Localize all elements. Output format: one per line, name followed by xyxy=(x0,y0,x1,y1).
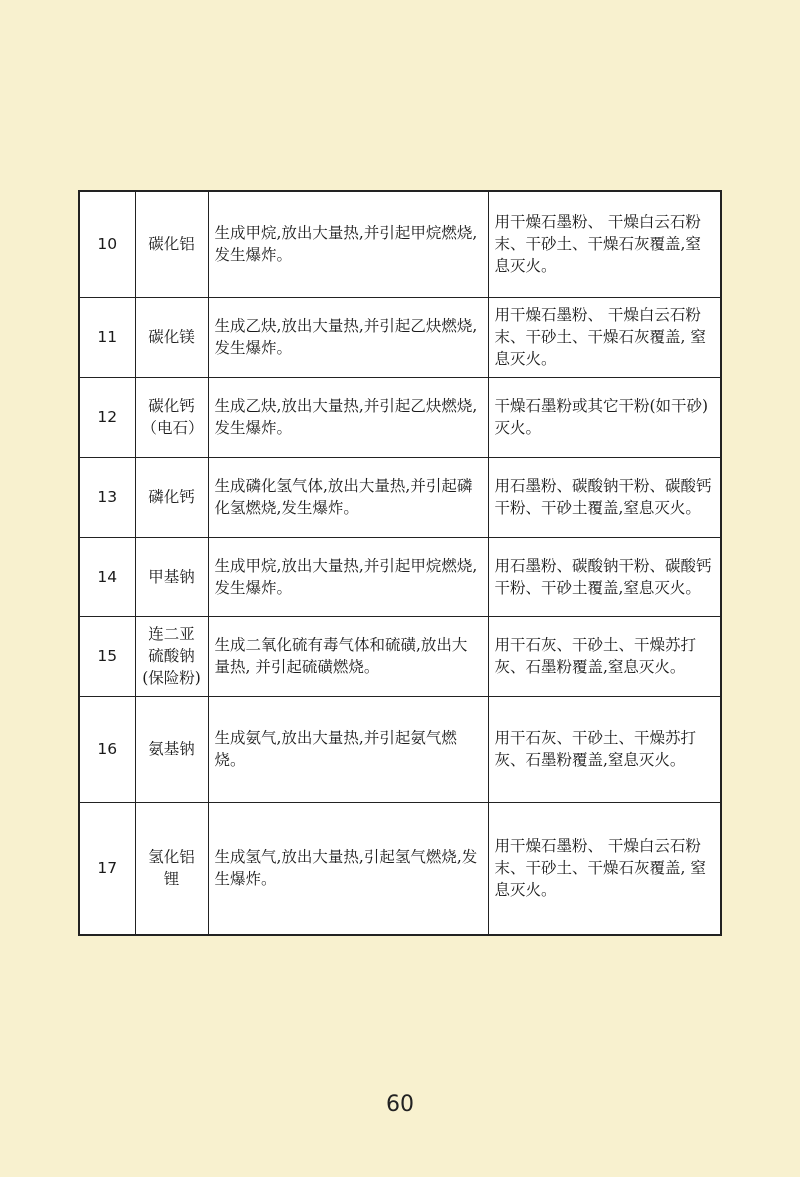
hazard-table xyxy=(78,190,722,936)
extinguishing-method: 用干燥石墨粉、 干燥白云石粉末、干砂土、干燥石灰覆盖,窒息灭火。 xyxy=(488,191,721,297)
extinguishing-method: 用干石灰、干砂土、干燥苏打灰、石墨粉覆盖,窒息灭火。 xyxy=(488,616,721,696)
row-number: 15 xyxy=(79,616,135,696)
row-number: 13 xyxy=(79,457,135,537)
row-number: 14 xyxy=(79,537,135,616)
row-number: 11 xyxy=(79,297,135,377)
row-number: 10 xyxy=(79,191,135,297)
hazard-description: 生成二氧化硫有毒气体和硫磺,放出大量热, 并引起硫磺燃烧。 xyxy=(208,616,488,696)
row-number: 17 xyxy=(79,802,135,935)
table-row xyxy=(79,297,721,377)
row-number: 16 xyxy=(79,696,135,802)
table-row xyxy=(79,377,721,457)
hazard-description: 生成乙炔,放出大量热,并引起乙炔燃烧,发生爆炸。 xyxy=(208,377,488,457)
extinguishing-method: 用石墨粉、碳酸钠干粉、碳酸钙干粉、干砂土覆盖,窒息灭火。 xyxy=(488,537,721,616)
substance-name: 氢化铝锂 xyxy=(135,802,208,935)
extinguishing-method: 用干燥石墨粉、 干燥白云石粉末、干砂土、干燥石灰覆盖, 窒息灭火。 xyxy=(488,297,721,377)
hazard-description: 生成氢气,放出大量热,引起氢气燃烧,发生爆炸。 xyxy=(208,802,488,935)
extinguishing-method: 干燥石墨粉或其它干粉(如干砂)灭火。 xyxy=(488,377,721,457)
hazard-description: 生成甲烷,放出大量热,并引起甲烷燃烧,发生爆炸。 xyxy=(208,191,488,297)
table-row xyxy=(79,537,721,616)
substance-name: 碳化铝 xyxy=(135,191,208,297)
substance-name: 甲基钠 xyxy=(135,537,208,616)
substance-name: 连二亚硫酸钠(保险粉) xyxy=(135,616,208,696)
table-row xyxy=(79,696,721,802)
hazard-description: 生成乙炔,放出大量热,并引起乙炔燃烧,发生爆炸。 xyxy=(208,297,488,377)
extinguishing-method: 用干燥石墨粉、 干燥白云石粉末、干砂土、干燥石灰覆盖, 窒息灭火。 xyxy=(488,802,721,935)
row-number: 12 xyxy=(79,377,135,457)
substance-name: 碳化钙（电石） xyxy=(135,377,208,457)
table-row xyxy=(79,191,721,297)
page-number: 60 xyxy=(386,1092,414,1117)
table-row xyxy=(79,802,721,935)
table-row xyxy=(79,457,721,537)
table-row xyxy=(79,616,721,696)
substance-name: 氨基钠 xyxy=(135,696,208,802)
substance-name: 碳化镁 xyxy=(135,297,208,377)
extinguishing-method: 用干石灰、干砂土、干燥苏打灰、石墨粉覆盖,窒息灭火。 xyxy=(488,696,721,802)
substance-name: 磷化钙 xyxy=(135,457,208,537)
hazard-description: 生成甲烷,放出大量热,并引起甲烷燃烧,发生爆炸。 xyxy=(208,537,488,616)
hazard-description: 生成氨气,放出大量热,并引起氨气燃烧。 xyxy=(208,696,488,802)
extinguishing-method: 用石墨粉、碳酸钠干粉、碳酸钙干粉、干砂土覆盖,窒息灭火。 xyxy=(488,457,721,537)
hazard-description: 生成磷化氢气体,放出大量热,并引起磷化氢燃烧,发生爆炸。 xyxy=(208,457,488,537)
